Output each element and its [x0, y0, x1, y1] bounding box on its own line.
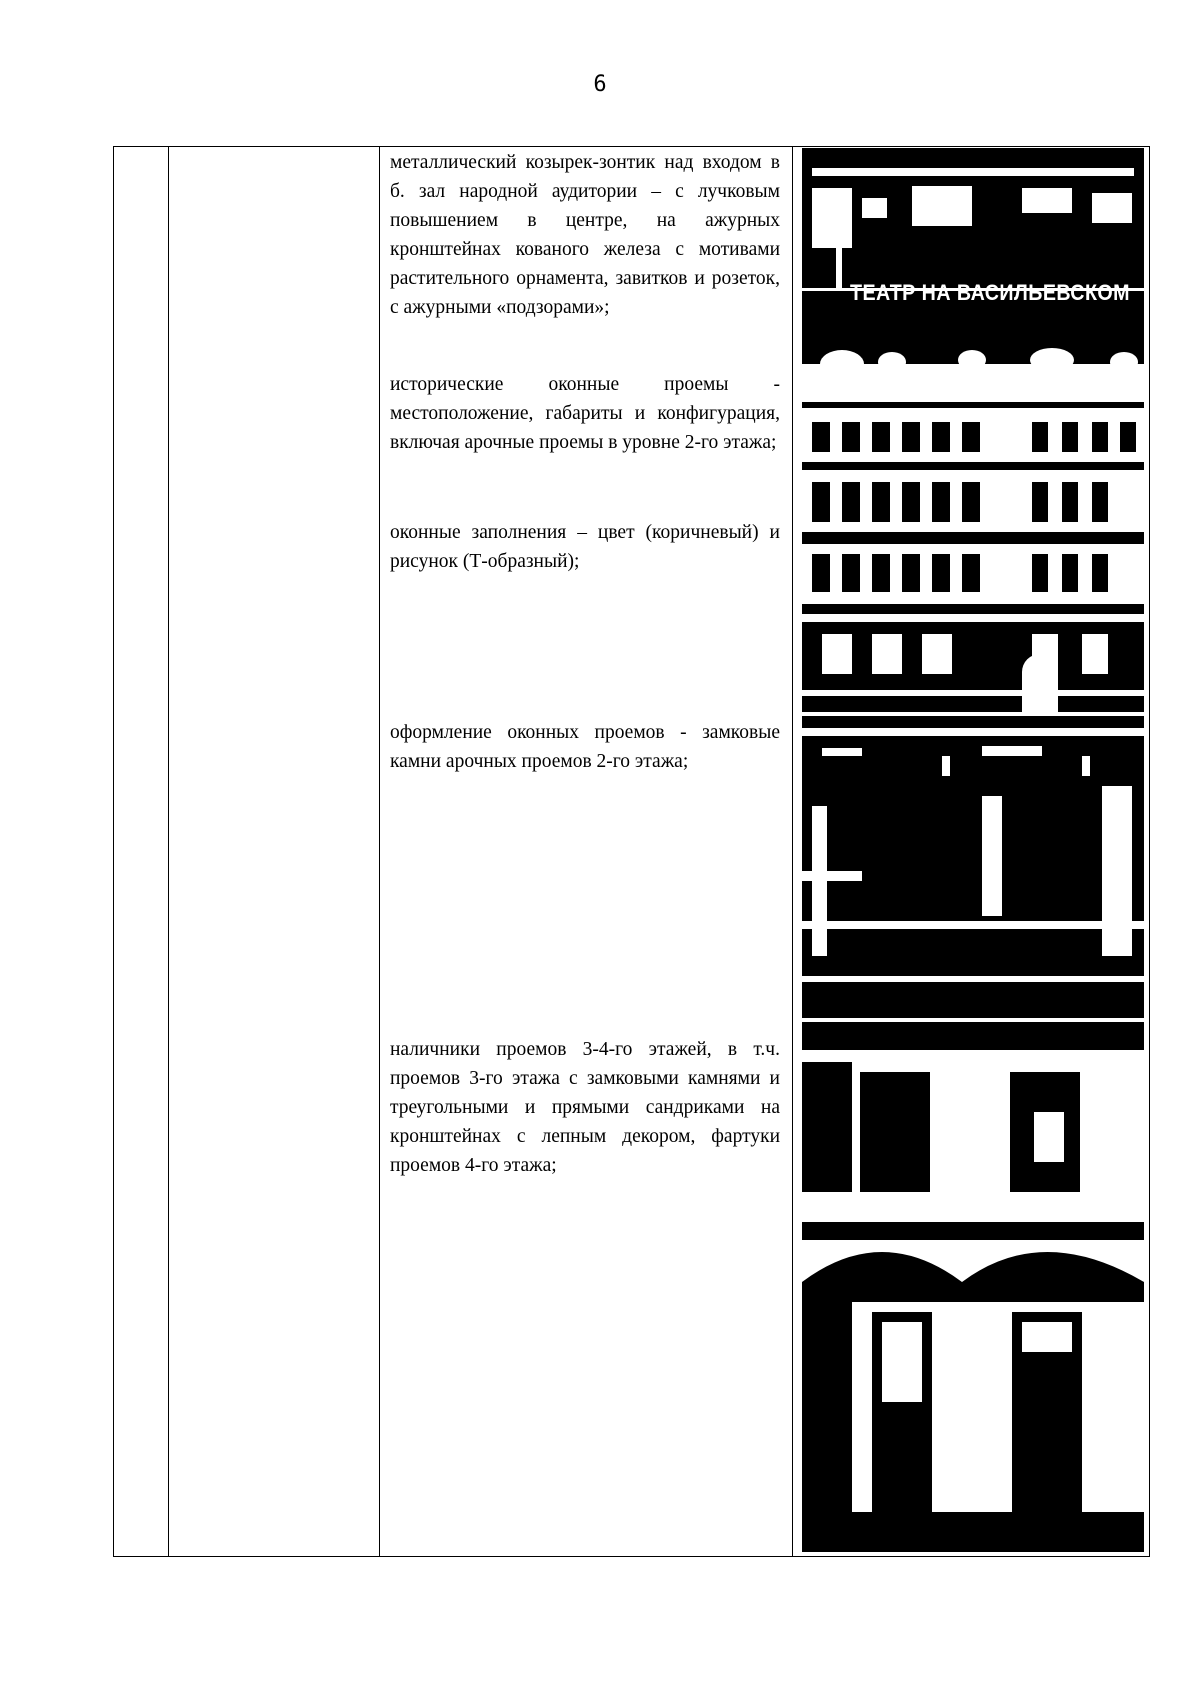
column-divider-1 — [168, 147, 169, 1556]
photo-entrance-canopy-image — [802, 148, 1144, 364]
text-architraves: наличники проемов 3-4-го этажей, в т.ч. проемов 3-го этажа с замковыми камнями и треугольными и прямыми сандриками на кронштейнах с лепным декором, фартуки проемов 4-го этажа; — [390, 1039, 780, 1176]
text-window-openings: исторические оконные проемы - местоположение, габариты и конфигурация, включая арочные проемы в уровне 2-го этажа; — [390, 374, 780, 453]
photo-entrance-canopy — [802, 148, 1144, 364]
page-number: 6 — [593, 72, 607, 97]
theatre-sign-text: ТЕАТР НА ВАСИЛЬЕВСКОМ — [850, 280, 1130, 305]
photo-keystones — [802, 716, 1144, 1018]
photo-keystones-image — [802, 716, 1144, 1018]
text-window-fillings: оконные заполнения – цвет (коричневый) и рисунок (Т-образный); — [390, 522, 780, 572]
photo-architraves — [802, 1022, 1144, 1552]
photo-facade-image — [802, 372, 1144, 712]
column-divider-2 — [379, 147, 380, 1556]
photo-architraves-image — [802, 1022, 1144, 1552]
column-divider-3 — [792, 147, 793, 1556]
text-canopy: металлический козырек-зонтик над входом в б. зал народной аудитории – с лучковым повышением в центре, на ажурных кронштейнах кованого железа с мотивами растительного орнамента, завитков и розеток, с ажурными «подзорами»; — [390, 152, 780, 318]
photo-facade — [802, 372, 1144, 712]
text-keystones: оформление оконных проемов - замковые камни арочных проемов 2-го этажа; — [390, 722, 780, 772]
